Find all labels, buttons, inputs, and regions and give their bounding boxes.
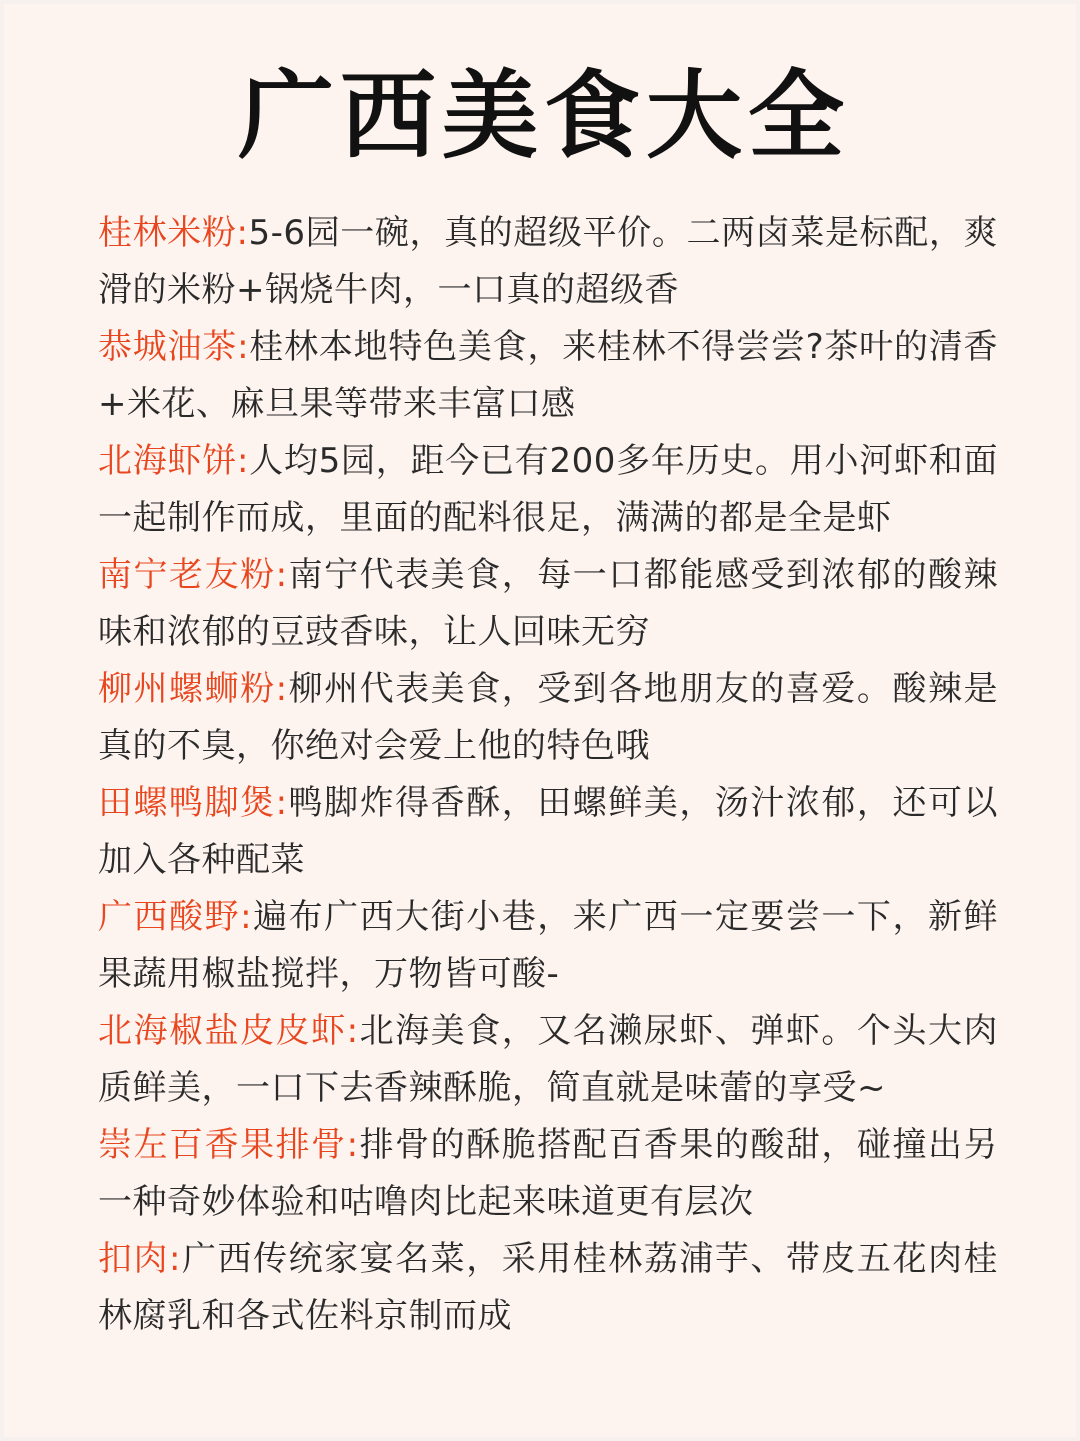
list-item (98, 433, 998, 547)
food-name: 广西酸野: (98, 897, 253, 937)
food-name: 崇左百香果排骨: (98, 1125, 359, 1165)
page-title: 广西美食大全 (238, 59, 850, 172)
list-item (98, 889, 998, 1003)
food-description: 排骨的酥脆搭配百香果的酸甜，碰撞出另一种奇妙体验和咕噜肉比起来味道更有层次 (98, 1125, 998, 1222)
food-name: 桂林米粉: (98, 213, 249, 253)
list-item (98, 547, 998, 661)
food-name: 南宁老友粉: (98, 555, 288, 595)
food-list (98, 205, 998, 1345)
food-description: 广西传统家宴名菜，采用桂林荔浦芋、带皮五花肉桂林腐乳和各式佐料京制而成 (98, 1239, 998, 1336)
food-description: 遍布广西大街小巷，来广西一定要尝一下，新鲜果蔬用椒盐搅拌，万物皆可酸- (98, 897, 998, 994)
list-item (98, 1117, 998, 1231)
food-name: 北海虾饼: (98, 441, 249, 481)
food-description: 柳州代表美食，受到各地朋友的喜爱。酸辣是真的不臭，你绝对会爱上他的特色哦 (98, 669, 998, 766)
food-name: 田螺鸭脚煲: (98, 783, 288, 823)
food-description: 鸭脚炸得香酥，田螺鲜美，汤汁浓郁，还可以加入各种配菜 (98, 783, 998, 880)
food-description: 5-6园一碗，真的超级平价。二两卤菜是标配，爽滑的米粉+锅烧牛肉，一口真的超级香 (98, 213, 998, 310)
food-name: 恭城油茶: (98, 327, 250, 367)
food-description: 南宁代表美食，每一口都能感受到浓郁的酸辣味和浓郁的豆豉香味，让人回味无穷 (98, 555, 998, 652)
food-description: 北海美食，又名濑尿虾、弹虾。个头大肉质鲜美，一口下去香辣酥脆，简直就是味蕾的享受~ (98, 1011, 998, 1108)
food-name: 北海椒盐皮皮虾: (98, 1011, 359, 1051)
food-name: 柳州螺蛳粉: (98, 669, 288, 709)
food-description: 桂林本地特色美食，来桂林不得尝尝?茶叶的清香+米花、麻旦果等带来丰富口感 (98, 327, 998, 424)
list-item (98, 205, 998, 319)
food-name: 扣肉: (98, 1239, 181, 1279)
list-item (98, 775, 998, 889)
list-item (98, 319, 998, 433)
list-item (98, 1003, 998, 1117)
food-description: 人均5园，距今已有200多年历史。用小河虾和面一起制作而成，里面的配料很足，满满的都是全是虾 (98, 441, 998, 538)
list-item (98, 661, 998, 775)
list-item (98, 1231, 998, 1345)
